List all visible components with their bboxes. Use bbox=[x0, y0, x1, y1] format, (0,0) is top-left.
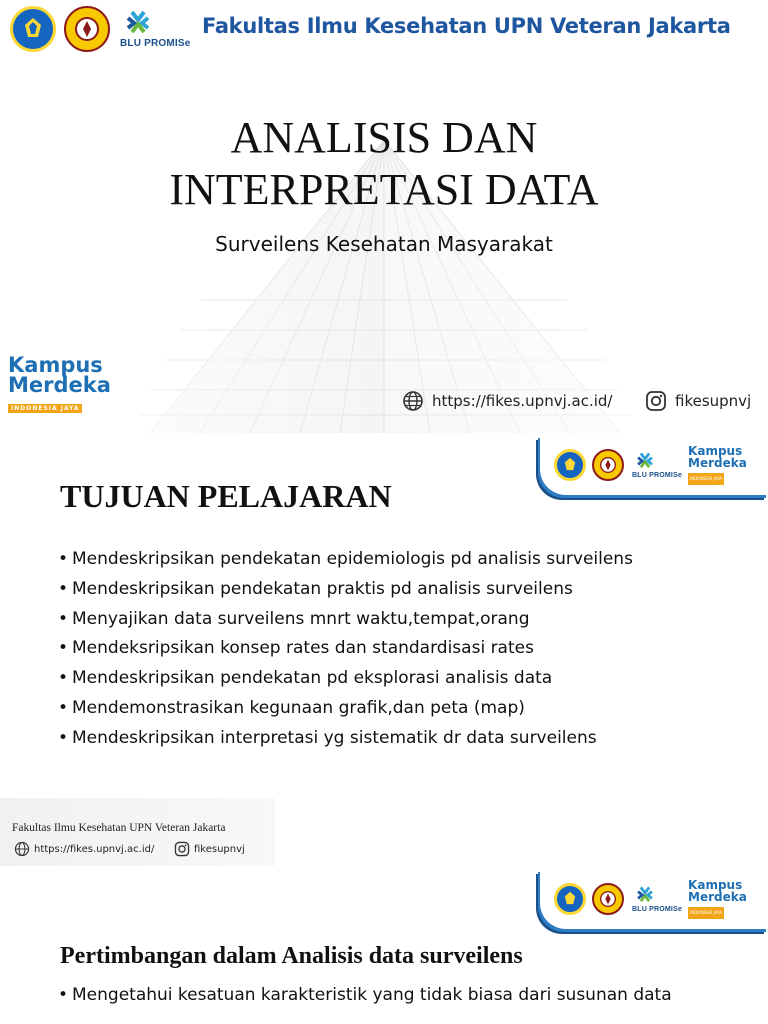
instagram-handle[interactable]: fikesupnvj bbox=[675, 392, 752, 410]
list-item bbox=[58, 668, 633, 698]
upn-emblem-icon bbox=[72, 14, 102, 44]
merdeka-word: Merdeka bbox=[688, 456, 747, 470]
blu-promise-icon bbox=[632, 886, 658, 904]
list-item bbox=[58, 609, 633, 639]
list-item bbox=[58, 985, 672, 1015]
logo-badge bbox=[540, 869, 768, 929]
instagram-icon bbox=[645, 390, 667, 412]
merdeka-word: Merdeka bbox=[688, 890, 747, 904]
main-title-line2: INTERPRETASI DATA bbox=[169, 165, 599, 214]
kemdikbud-emblem-icon bbox=[561, 890, 579, 908]
kampus-merdeka-logo bbox=[688, 879, 747, 919]
upn-logo bbox=[64, 6, 110, 52]
kampus-merdeka-logo bbox=[8, 355, 111, 414]
title-slide bbox=[0, 0, 768, 433]
instagram-contact[interactable] bbox=[645, 390, 751, 412]
logo-badge bbox=[540, 435, 768, 495]
list-item-text: Mendeskripsikan interpretasi yg sistematik dr data surveilens bbox=[72, 727, 597, 748]
blu-promise-icon bbox=[632, 452, 658, 470]
kampus-word: Kampus bbox=[688, 878, 743, 892]
globe-icon bbox=[14, 841, 30, 857]
globe-icon bbox=[402, 390, 424, 412]
indonesia-jaya-tag: INDONESIA JAYA bbox=[688, 473, 724, 485]
kemdikbud-logo bbox=[10, 6, 56, 52]
kemdikbud-emblem-icon bbox=[561, 456, 579, 474]
list-item bbox=[58, 638, 633, 668]
indonesia-jaya-tag: INDONESIA JAYA bbox=[8, 404, 82, 413]
website-contact[interactable] bbox=[402, 390, 612, 412]
kampus-word: Kampus bbox=[688, 444, 743, 458]
footer-faculty-title: Fakultas Ilmu Kesehatan UPN Veteran Jakarta bbox=[12, 822, 226, 834]
faculty-title: Fakultas Ilmu Kesehatan UPN Veteran Jakarta bbox=[202, 14, 731, 38]
footer-contact-card bbox=[0, 798, 275, 866]
blu-promise-icon bbox=[120, 10, 156, 36]
upn-emblem-icon bbox=[598, 455, 618, 475]
website-link[interactable]: https://fikes.upnvj.ac.id/ bbox=[432, 392, 613, 410]
upn-emblem-icon bbox=[598, 889, 618, 909]
blu-promise-logo bbox=[632, 452, 682, 479]
blu-promise-label: BLU PROMISe bbox=[632, 905, 683, 913]
footer-website-link[interactable]: https://fikes.upnvj.ac.id/ bbox=[34, 843, 155, 855]
considerations-title: Pertimbangan dalam Analisis data surveilens bbox=[60, 943, 523, 969]
objectives-title: TUJUAN PELAJARAN bbox=[60, 478, 392, 514]
kemdikbud-logo bbox=[554, 883, 586, 915]
header-bar bbox=[0, 0, 768, 62]
blu-promise-label: BLU PROMISe bbox=[632, 471, 683, 479]
blu-promise-logo bbox=[120, 10, 191, 49]
building-background bbox=[0, 0, 768, 433]
bullet-glyph: • bbox=[58, 697, 69, 718]
main-subtitle: Surveilens Kesehatan Masyarakat bbox=[215, 232, 553, 256]
bullet-glyph: • bbox=[58, 638, 69, 659]
kemdikbud-logo bbox=[554, 449, 586, 481]
bullet-glyph: • bbox=[58, 668, 69, 689]
upn-logo bbox=[592, 883, 624, 915]
list-item bbox=[58, 728, 633, 758]
footer-instagram-contact[interactable] bbox=[174, 841, 245, 857]
bullet-glyph: • bbox=[58, 608, 69, 629]
blu-promise-label: BLU PROMISe bbox=[120, 37, 191, 49]
instagram-icon bbox=[174, 841, 190, 857]
bullet-glyph: • bbox=[58, 985, 69, 1005]
blu-promise-logo bbox=[632, 886, 682, 913]
list-item-text: Mendeskripsikan pendekatan pd eksplorasi analisis data bbox=[72, 668, 553, 689]
main-title bbox=[0, 112, 768, 216]
list-item-text: Mendeksripsikan konsep rates dan standardisasi rates bbox=[72, 638, 534, 659]
list-item bbox=[58, 579, 633, 609]
kampus-merdeka-logo bbox=[688, 445, 747, 485]
list-item-text: Mendemonstrasikan kegunaan grafik,dan peta (map) bbox=[72, 697, 525, 718]
indonesia-jaya-tag: INDONESIA JAYA bbox=[688, 907, 724, 919]
list-item bbox=[58, 698, 633, 728]
kemdikbud-emblem-icon bbox=[19, 15, 47, 43]
bullet-glyph: • bbox=[58, 549, 69, 569]
bullet-glyph: • bbox=[58, 727, 69, 748]
list-item bbox=[58, 549, 633, 579]
footer-instagram-handle[interactable]: fikesupnvj bbox=[194, 843, 245, 855]
kampus-word: Kampus bbox=[8, 353, 103, 377]
upn-logo bbox=[592, 449, 624, 481]
considerations-slide bbox=[0, 867, 768, 1024]
list-item-text: Mendeskripsikan pendekatan epidemiologis pd analisis surveilens bbox=[72, 549, 633, 569]
partner-logos bbox=[10, 6, 191, 52]
list-item-text: Mengetahui kesatuan karakteristik yang tidak biasa dari susunan data bbox=[72, 985, 672, 1005]
objectives-slide bbox=[0, 433, 768, 867]
objectives-list bbox=[58, 549, 633, 758]
considerations-list bbox=[58, 985, 672, 1015]
footer-website-contact[interactable] bbox=[14, 841, 154, 857]
main-title-line1: ANALISIS DAN bbox=[230, 113, 538, 162]
bullet-glyph: • bbox=[58, 578, 69, 599]
list-item-text: Mendeskripsikan pendekatan praktis pd analisis surveilens bbox=[72, 578, 573, 599]
list-item-text: Menyajikan data surveilens mnrt waktu,tempat,orang bbox=[72, 608, 530, 629]
merdeka-word: Merdeka bbox=[8, 373, 111, 397]
